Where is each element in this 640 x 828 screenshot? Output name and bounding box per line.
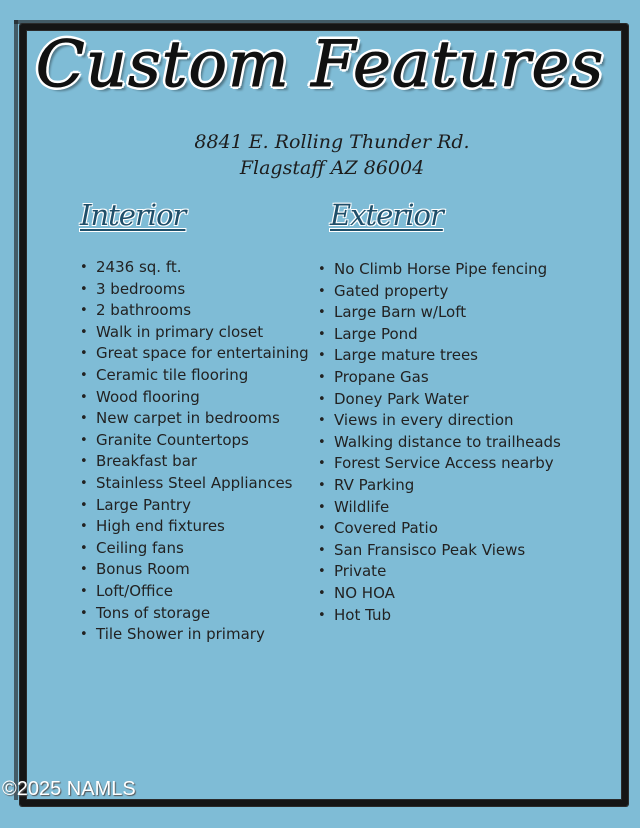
list-item: • High end fixtures (80, 516, 309, 538)
list-item: • Wildlife (318, 497, 561, 519)
list-item: • Large Barn w/Loft (318, 302, 561, 324)
list-item: • No Climb Horse Pipe fencing (318, 259, 561, 281)
list-item: • Walk in primary closet (80, 322, 309, 344)
list-item: • Hot Tub (318, 605, 561, 627)
exterior-feature-list (318, 259, 561, 626)
list-item: • Views in every direction (318, 410, 561, 432)
list-item: • Doney Park Water (318, 389, 561, 411)
list-item: • Large Pond (318, 324, 561, 346)
list-item: • 2 bathrooms (80, 300, 309, 322)
address-line-1: 8841 E. Rolling Thunder Rd. (194, 131, 470, 153)
list-item: • Bonus Room (80, 559, 309, 581)
list-item: • Stainless Steel Appliances (80, 473, 309, 495)
list-item: • Granite Countertops (80, 430, 309, 452)
address-line-2: Flagstaff AZ 86004 (239, 157, 425, 179)
list-item: • NO HOA (318, 583, 561, 605)
list-item: • Forest Service Access nearby (318, 453, 561, 475)
exterior-heading: Exterior (330, 198, 443, 232)
list-item: • San Fransisco Peak Views (318, 540, 561, 562)
list-item: • Propane Gas (318, 367, 561, 389)
list-item: • Large mature trees (318, 345, 561, 367)
list-item: • Ceramic tile flooring (80, 365, 309, 387)
list-item: • Large Pantry (80, 495, 309, 517)
list-item: • New carpet in bedrooms (80, 408, 309, 430)
list-item: • 3 bedrooms (80, 279, 309, 301)
list-item: • Wood flooring (80, 387, 309, 409)
list-item: • Ceiling fans (80, 538, 309, 560)
list-item: • Breakfast bar (80, 451, 309, 473)
copyright-watermark: ©2025 NAMLS (2, 778, 136, 800)
list-item: • Tons of storage (80, 603, 309, 625)
list-item: • RV Parking (318, 475, 561, 497)
list-item: • Loft/Office (80, 581, 309, 603)
page-title: Custom Features (35, 28, 605, 102)
list-item: • Tile Shower in primary (80, 624, 309, 646)
interior-heading: Interior (80, 198, 186, 232)
list-item: • Walking distance to trailheads (318, 432, 561, 454)
list-item: • Covered Patio (318, 518, 561, 540)
interior-feature-list (80, 257, 309, 646)
list-item: • Private (318, 561, 561, 583)
list-item: • 2436 sq. ft. (80, 257, 309, 279)
list-item: • Gated property (318, 281, 561, 303)
list-item: • Great space for entertaining (80, 343, 309, 365)
